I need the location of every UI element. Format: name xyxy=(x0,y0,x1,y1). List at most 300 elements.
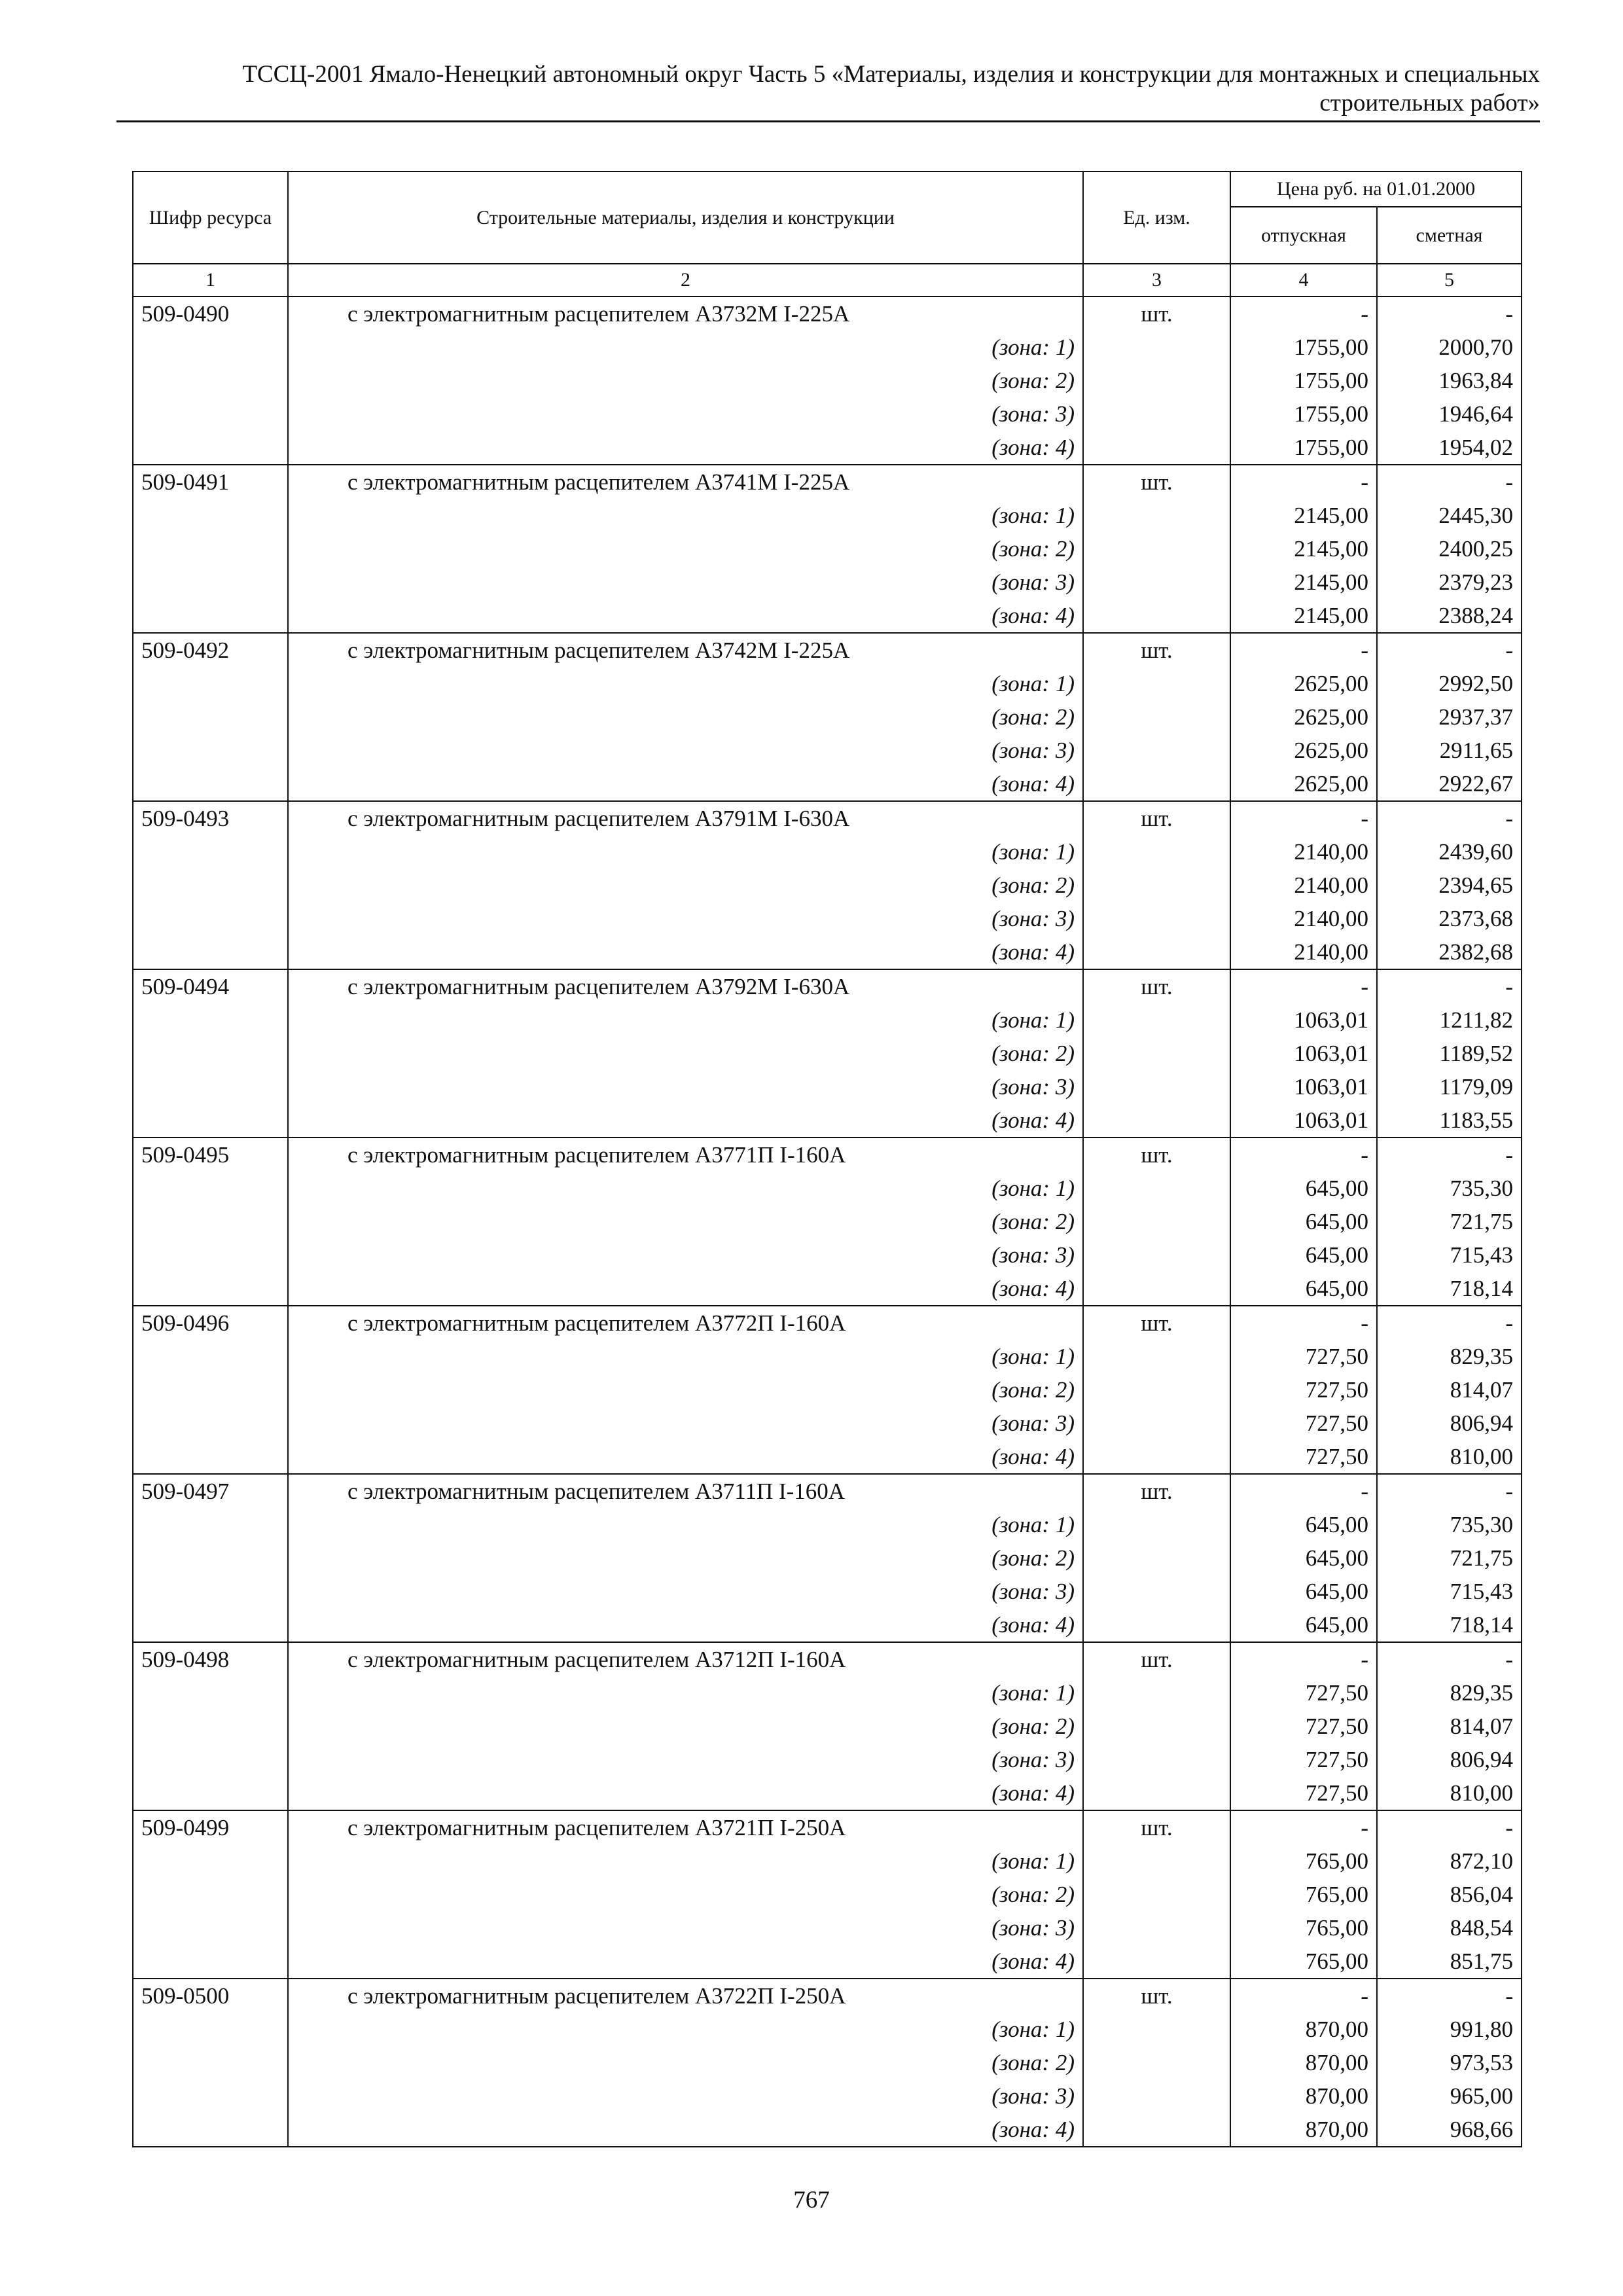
zone-release-price: 2145,00 xyxy=(1230,565,1377,599)
zone-release-price: 870,00 xyxy=(1230,2046,1377,2079)
zone-row xyxy=(133,1070,1522,1103)
zone-label: (зона: 1) xyxy=(288,1508,1083,1541)
col-code-header: Шифр ресурса xyxy=(133,171,288,264)
empty-cell xyxy=(1083,1037,1230,1070)
unit-of-measure: шт. xyxy=(1083,1642,1230,1676)
zone-label: (зона: 4) xyxy=(288,431,1083,465)
empty-cell xyxy=(133,364,288,397)
empty-cell xyxy=(1083,364,1230,397)
empty-cell xyxy=(133,1003,288,1037)
zone-release-price: 1063,01 xyxy=(1230,1003,1377,1037)
zone-estimate-price: 2388,24 xyxy=(1377,599,1522,633)
resource-group xyxy=(133,296,1522,465)
zone-release-price: 870,00 xyxy=(1230,2079,1377,2113)
estimate-price: - xyxy=(1377,1810,1522,1844)
zone-row xyxy=(133,397,1522,431)
release-price: - xyxy=(1230,1810,1377,1844)
zone-release-price: 2625,00 xyxy=(1230,734,1377,767)
release-price: - xyxy=(1230,1474,1377,1508)
empty-cell xyxy=(133,1743,288,1776)
col-unit-header: Ед. изм. xyxy=(1083,171,1230,264)
zone-release-price: 727,50 xyxy=(1230,1743,1377,1776)
zone-estimate-price: 2400,25 xyxy=(1377,532,1522,565)
zone-label: (зона: 4) xyxy=(288,599,1083,633)
empty-cell xyxy=(133,1238,288,1272)
zone-row xyxy=(133,565,1522,599)
table-row xyxy=(133,969,1522,1003)
zone-row xyxy=(133,1205,1522,1238)
zone-label: (зона: 4) xyxy=(288,1103,1083,1138)
zone-label: (зона: 4) xyxy=(288,1608,1083,1642)
zone-release-price: 2625,00 xyxy=(1230,700,1377,734)
empty-cell xyxy=(133,767,288,801)
empty-cell xyxy=(1083,565,1230,599)
zone-label: (зона: 4) xyxy=(288,935,1083,969)
zone-release-price: 1755,00 xyxy=(1230,331,1377,364)
empty-cell xyxy=(1083,1172,1230,1205)
table-header xyxy=(133,171,1522,296)
column-number: 5 xyxy=(1377,264,1522,296)
zone-estimate-price: 718,14 xyxy=(1377,1272,1522,1306)
zone-label: (зона: 3) xyxy=(288,1911,1083,1945)
zone-row xyxy=(133,700,1522,734)
empty-cell xyxy=(1083,1844,1230,1878)
release-price: - xyxy=(1230,1138,1377,1172)
zone-label: (зона: 3) xyxy=(288,1743,1083,1776)
zone-estimate-price: 2439,60 xyxy=(1377,835,1522,869)
zone-row xyxy=(133,1541,1522,1575)
release-price: - xyxy=(1230,465,1377,499)
zone-estimate-price: 965,00 xyxy=(1377,2079,1522,2113)
zone-label: (зона: 1) xyxy=(288,1676,1083,1710)
empty-cell xyxy=(1083,1878,1230,1911)
zone-label: (зона: 2) xyxy=(288,1037,1083,1070)
resource-group xyxy=(133,801,1522,969)
empty-cell xyxy=(1083,532,1230,565)
estimate-price: - xyxy=(1377,296,1522,331)
resource-code: 509-0491 xyxy=(133,465,288,499)
empty-cell xyxy=(133,1070,288,1103)
zone-label: (зона: 3) xyxy=(288,397,1083,431)
empty-cell xyxy=(133,1844,288,1878)
table-row xyxy=(133,1138,1522,1172)
zone-row xyxy=(133,734,1522,767)
zone-row xyxy=(133,2079,1522,2113)
empty-cell xyxy=(1083,1945,1230,1979)
empty-cell xyxy=(133,599,288,633)
empty-cell xyxy=(133,869,288,902)
zone-row xyxy=(133,1272,1522,1306)
resource-name: с электромагнитным расцепителем А3771П I-160А xyxy=(288,1138,1083,1172)
zone-estimate-price: 1954,02 xyxy=(1377,431,1522,465)
resource-name: с электромагнитным расцепителем А3711П I-160А xyxy=(288,1474,1083,1508)
zone-estimate-price: 1179,09 xyxy=(1377,1070,1522,1103)
resource-code: 509-0493 xyxy=(133,801,288,835)
zone-release-price: 1755,00 xyxy=(1230,397,1377,431)
zone-release-price: 2140,00 xyxy=(1230,935,1377,969)
zone-release-price: 727,50 xyxy=(1230,1440,1377,1474)
column-number: 3 xyxy=(1083,264,1230,296)
release-price: - xyxy=(1230,1979,1377,2013)
empty-cell xyxy=(133,532,288,565)
zone-row xyxy=(133,1575,1522,1608)
empty-cell xyxy=(1083,1911,1230,1945)
col-release-header: отпускная xyxy=(1230,207,1377,264)
zone-row xyxy=(133,2013,1522,2046)
zone-row xyxy=(133,1676,1522,1710)
zone-label: (зона: 3) xyxy=(288,2079,1083,2113)
zone-row xyxy=(133,599,1522,633)
zone-estimate-price: 829,35 xyxy=(1377,1676,1522,1710)
zone-row xyxy=(133,499,1522,532)
empty-cell xyxy=(1083,1003,1230,1037)
zone-row xyxy=(133,935,1522,969)
zone-release-price: 645,00 xyxy=(1230,1272,1377,1306)
zone-label: (зона: 2) xyxy=(288,1710,1083,1743)
resource-code: 509-0494 xyxy=(133,969,288,1003)
empty-cell xyxy=(133,1776,288,1810)
empty-cell xyxy=(1083,331,1230,364)
zone-label: (зона: 1) xyxy=(288,1340,1083,1373)
zone-estimate-price: 810,00 xyxy=(1377,1776,1522,1810)
zone-row xyxy=(133,2113,1522,2147)
empty-cell xyxy=(133,1172,288,1205)
empty-cell xyxy=(1083,2046,1230,2079)
zone-estimate-price: 718,14 xyxy=(1377,1608,1522,1642)
empty-cell xyxy=(1083,599,1230,633)
zone-row xyxy=(133,667,1522,700)
zone-label: (зона: 1) xyxy=(288,1844,1083,1878)
empty-cell xyxy=(1083,499,1230,532)
resource-group xyxy=(133,465,1522,633)
zone-label: (зона: 4) xyxy=(288,1440,1083,1474)
empty-cell xyxy=(133,1575,288,1608)
unit-of-measure: шт. xyxy=(1083,1306,1230,1340)
zone-label: (зона: 1) xyxy=(288,1003,1083,1037)
zone-release-price: 645,00 xyxy=(1230,1508,1377,1541)
zone-row xyxy=(133,1340,1522,1373)
zone-label: (зона: 1) xyxy=(288,835,1083,869)
empty-cell xyxy=(1083,835,1230,869)
zone-row xyxy=(133,1238,1522,1272)
zone-estimate-price: 2373,68 xyxy=(1377,902,1522,935)
resource-group xyxy=(133,1979,1522,2147)
empty-cell xyxy=(1083,734,1230,767)
empty-cell xyxy=(1083,1373,1230,1407)
empty-cell xyxy=(1083,1340,1230,1373)
zone-row xyxy=(133,1608,1522,1642)
zone-release-price: 645,00 xyxy=(1230,1238,1377,1272)
empty-cell xyxy=(1083,1743,1230,1776)
unit-of-measure: шт. xyxy=(1083,801,1230,835)
empty-cell xyxy=(1083,700,1230,734)
zone-release-price: 727,50 xyxy=(1230,1710,1377,1743)
empty-cell xyxy=(1083,1407,1230,1440)
zone-label: (зона: 3) xyxy=(288,1407,1083,1440)
zone-row xyxy=(133,1172,1522,1205)
empty-cell xyxy=(133,397,288,431)
release-price: - xyxy=(1230,633,1377,667)
zone-release-price: 2140,00 xyxy=(1230,835,1377,869)
unit-of-measure: шт. xyxy=(1083,1810,1230,1844)
zone-label: (зона: 1) xyxy=(288,499,1083,532)
resource-code: 509-0497 xyxy=(133,1474,288,1508)
resource-name: с электромагнитным расцепителем А3741М I-225А xyxy=(288,465,1083,499)
empty-cell xyxy=(1083,1575,1230,1608)
empty-cell xyxy=(133,331,288,364)
zone-estimate-price: 814,07 xyxy=(1377,1373,1522,1407)
empty-cell xyxy=(1083,1272,1230,1306)
empty-cell xyxy=(133,2079,288,2113)
resource-group xyxy=(133,633,1522,801)
unit-of-measure: шт. xyxy=(1083,465,1230,499)
zone-release-price: 1063,01 xyxy=(1230,1070,1377,1103)
resource-name: с электромагнитным расцепителем А3792М I-630А xyxy=(288,969,1083,1003)
resource-group xyxy=(133,1642,1522,1810)
zone-release-price: 765,00 xyxy=(1230,1844,1377,1878)
unit-of-measure: шт. xyxy=(1083,1979,1230,2013)
estimate-price: - xyxy=(1377,1474,1522,1508)
empty-cell xyxy=(1083,935,1230,969)
zone-release-price: 645,00 xyxy=(1230,1541,1377,1575)
empty-cell xyxy=(133,1945,288,1979)
resource-code: 509-0495 xyxy=(133,1138,288,1172)
empty-cell xyxy=(1083,1541,1230,1575)
zone-estimate-price: 1183,55 xyxy=(1377,1103,1522,1138)
zone-label: (зона: 4) xyxy=(288,2113,1083,2147)
zone-estimate-price: 1211,82 xyxy=(1377,1003,1522,1037)
zone-row xyxy=(133,1743,1522,1776)
resource-group xyxy=(133,1138,1522,1306)
zone-release-price: 645,00 xyxy=(1230,1172,1377,1205)
zone-estimate-price: 2992,50 xyxy=(1377,667,1522,700)
zone-row xyxy=(133,331,1522,364)
zone-label: (зона: 3) xyxy=(288,1238,1083,1272)
zone-row xyxy=(133,1440,1522,1474)
zone-estimate-price: 715,43 xyxy=(1377,1575,1522,1608)
empty-cell xyxy=(1083,2079,1230,2113)
header-line-2: строительных работ» xyxy=(1319,90,1540,117)
zone-release-price: 727,50 xyxy=(1230,1373,1377,1407)
empty-cell xyxy=(133,499,288,532)
empty-cell xyxy=(133,1878,288,1911)
zone-estimate-price: 851,75 xyxy=(1377,1945,1522,1979)
estimate-price: - xyxy=(1377,1979,1522,2013)
zone-row xyxy=(133,431,1522,465)
estimate-price: - xyxy=(1377,1642,1522,1676)
empty-cell xyxy=(133,667,288,700)
zone-row xyxy=(133,2046,1522,2079)
table-row xyxy=(133,296,1522,331)
empty-cell xyxy=(1083,1508,1230,1541)
estimate-price: - xyxy=(1377,1138,1522,1172)
empty-cell xyxy=(1083,2113,1230,2147)
empty-cell xyxy=(133,1407,288,1440)
column-number-row xyxy=(133,264,1522,296)
zone-estimate-price: 872,10 xyxy=(1377,1844,1522,1878)
resource-code: 509-0496 xyxy=(133,1306,288,1340)
table-row xyxy=(133,1642,1522,1676)
resource-code: 509-0492 xyxy=(133,633,288,667)
zone-release-price: 765,00 xyxy=(1230,1945,1377,1979)
zone-label: (зона: 2) xyxy=(288,1205,1083,1238)
zone-row xyxy=(133,1878,1522,1911)
resource-name: с электромагнитным расцепителем А3732М I-225А xyxy=(288,296,1083,331)
empty-cell xyxy=(1083,1710,1230,1743)
zone-estimate-price: 856,04 xyxy=(1377,1878,1522,1911)
zone-label: (зона: 1) xyxy=(288,667,1083,700)
empty-cell xyxy=(133,1373,288,1407)
empty-cell xyxy=(133,1272,288,1306)
release-price: - xyxy=(1230,296,1377,331)
empty-cell xyxy=(133,1205,288,1238)
zone-estimate-price: 2937,37 xyxy=(1377,700,1522,734)
zone-release-price: 2625,00 xyxy=(1230,767,1377,801)
zone-estimate-price: 2379,23 xyxy=(1377,565,1522,599)
zone-release-price: 870,00 xyxy=(1230,2113,1377,2147)
zone-release-price: 1063,01 xyxy=(1230,1037,1377,1070)
zone-row xyxy=(133,1373,1522,1407)
table-row xyxy=(133,1979,1522,2013)
resource-code: 509-0500 xyxy=(133,1979,288,2013)
zone-estimate-price: 1963,84 xyxy=(1377,364,1522,397)
zone-row xyxy=(133,1037,1522,1070)
empty-cell xyxy=(133,1541,288,1575)
empty-cell xyxy=(1083,1238,1230,1272)
zone-estimate-price: 814,07 xyxy=(1377,1710,1522,1743)
zone-estimate-price: 2382,68 xyxy=(1377,935,1522,969)
zone-estimate-price: 735,30 xyxy=(1377,1172,1522,1205)
unit-of-measure: шт. xyxy=(1083,633,1230,667)
column-number: 1 xyxy=(133,264,288,296)
empty-cell xyxy=(1083,1776,1230,1810)
empty-cell xyxy=(1083,1676,1230,1710)
empty-cell xyxy=(1083,767,1230,801)
release-price: - xyxy=(1230,801,1377,835)
table-row xyxy=(133,465,1522,499)
empty-cell xyxy=(133,431,288,465)
zone-label: (зона: 3) xyxy=(288,902,1083,935)
empty-cell xyxy=(133,835,288,869)
header-line-1: ТССЦ-2001 Ямало-Ненецкий автономный округ Часть 5 «Материалы, изделия и конструкции для монтажных и специальных xyxy=(242,61,1540,88)
empty-cell xyxy=(133,902,288,935)
empty-cell xyxy=(1083,2013,1230,2046)
zone-label: (зона: 4) xyxy=(288,1272,1083,1306)
zone-estimate-price: 810,00 xyxy=(1377,1440,1522,1474)
resource-name: с электромагнитным расцепителем А3712П I-160А xyxy=(288,1642,1083,1676)
empty-cell xyxy=(133,1508,288,1541)
zone-release-price: 2625,00 xyxy=(1230,667,1377,700)
resource-code: 509-0490 xyxy=(133,296,288,331)
empty-cell xyxy=(1083,1608,1230,1642)
header-divider xyxy=(116,120,1540,122)
page-number: 767 xyxy=(793,2187,830,2214)
release-price: - xyxy=(1230,969,1377,1003)
zone-row xyxy=(133,1844,1522,1878)
zone-label: (зона: 2) xyxy=(288,1541,1083,1575)
table-row xyxy=(133,801,1522,835)
zone-estimate-price: 973,53 xyxy=(1377,2046,1522,2079)
zone-label: (зона: 2) xyxy=(288,532,1083,565)
zone-row xyxy=(133,902,1522,935)
zone-estimate-price: 829,35 xyxy=(1377,1340,1522,1373)
zone-row xyxy=(133,835,1522,869)
zone-label: (зона: 2) xyxy=(288,869,1083,902)
zone-label: (зона: 2) xyxy=(288,2046,1083,2079)
zone-release-price: 1063,01 xyxy=(1230,1103,1377,1138)
zone-estimate-price: 1189,52 xyxy=(1377,1037,1522,1070)
zone-release-price: 870,00 xyxy=(1230,2013,1377,2046)
resource-group xyxy=(133,1306,1522,1474)
estimate-price: - xyxy=(1377,801,1522,835)
zone-estimate-price: 735,30 xyxy=(1377,1508,1522,1541)
empty-cell xyxy=(133,1710,288,1743)
zone-row xyxy=(133,767,1522,801)
estimate-price: - xyxy=(1377,1306,1522,1340)
resource-name: с электромагнитным расцепителем А3791М I-630А xyxy=(288,801,1083,835)
empty-cell xyxy=(1083,869,1230,902)
empty-cell xyxy=(133,1037,288,1070)
empty-cell xyxy=(1083,1070,1230,1103)
zone-release-price: 2145,00 xyxy=(1230,499,1377,532)
column-number: 4 xyxy=(1230,264,1377,296)
empty-cell xyxy=(1083,431,1230,465)
col-name-header: Строительные материалы, изделия и конструкции xyxy=(288,171,1083,264)
zone-row xyxy=(133,532,1522,565)
zone-row xyxy=(133,364,1522,397)
table-row xyxy=(133,1810,1522,1844)
zone-label: (зона: 1) xyxy=(288,2013,1083,2046)
zone-label: (зона: 2) xyxy=(288,364,1083,397)
resource-group xyxy=(133,1474,1522,1642)
zone-estimate-price: 991,80 xyxy=(1377,2013,1522,2046)
price-table xyxy=(132,171,1522,2147)
zone-estimate-price: 806,94 xyxy=(1377,1743,1522,1776)
zone-release-price: 727,50 xyxy=(1230,1676,1377,1710)
release-price: - xyxy=(1230,1306,1377,1340)
empty-cell xyxy=(1083,1440,1230,1474)
empty-cell xyxy=(133,2113,288,2147)
empty-cell xyxy=(133,2013,288,2046)
estimate-price: - xyxy=(1377,633,1522,667)
col-price-header: Цена руб. на 01.01.2000 xyxy=(1230,171,1522,207)
zone-estimate-price: 2394,65 xyxy=(1377,869,1522,902)
zone-estimate-price: 1946,64 xyxy=(1377,397,1522,431)
zone-release-price: 727,50 xyxy=(1230,1776,1377,1810)
zone-label: (зона: 3) xyxy=(288,565,1083,599)
resource-code: 509-0499 xyxy=(133,1810,288,1844)
table-row xyxy=(133,1306,1522,1340)
zone-label: (зона: 3) xyxy=(288,1070,1083,1103)
zone-row xyxy=(133,1945,1522,1979)
zone-row xyxy=(133,869,1522,902)
zone-row xyxy=(133,1911,1522,1945)
empty-cell xyxy=(133,2046,288,2079)
resource-code: 509-0498 xyxy=(133,1642,288,1676)
zone-estimate-price: 806,94 xyxy=(1377,1407,1522,1440)
zone-estimate-price: 968,66 xyxy=(1377,2113,1522,2147)
estimate-price: - xyxy=(1377,969,1522,1003)
zone-row xyxy=(133,1710,1522,1743)
empty-cell xyxy=(133,565,288,599)
zone-estimate-price: 2911,65 xyxy=(1377,734,1522,767)
column-number: 2 xyxy=(288,264,1083,296)
zone-row xyxy=(133,1776,1522,1810)
empty-cell xyxy=(1083,397,1230,431)
zone-estimate-price: 2922,67 xyxy=(1377,767,1522,801)
zone-release-price: 1755,00 xyxy=(1230,431,1377,465)
zone-release-price: 645,00 xyxy=(1230,1608,1377,1642)
